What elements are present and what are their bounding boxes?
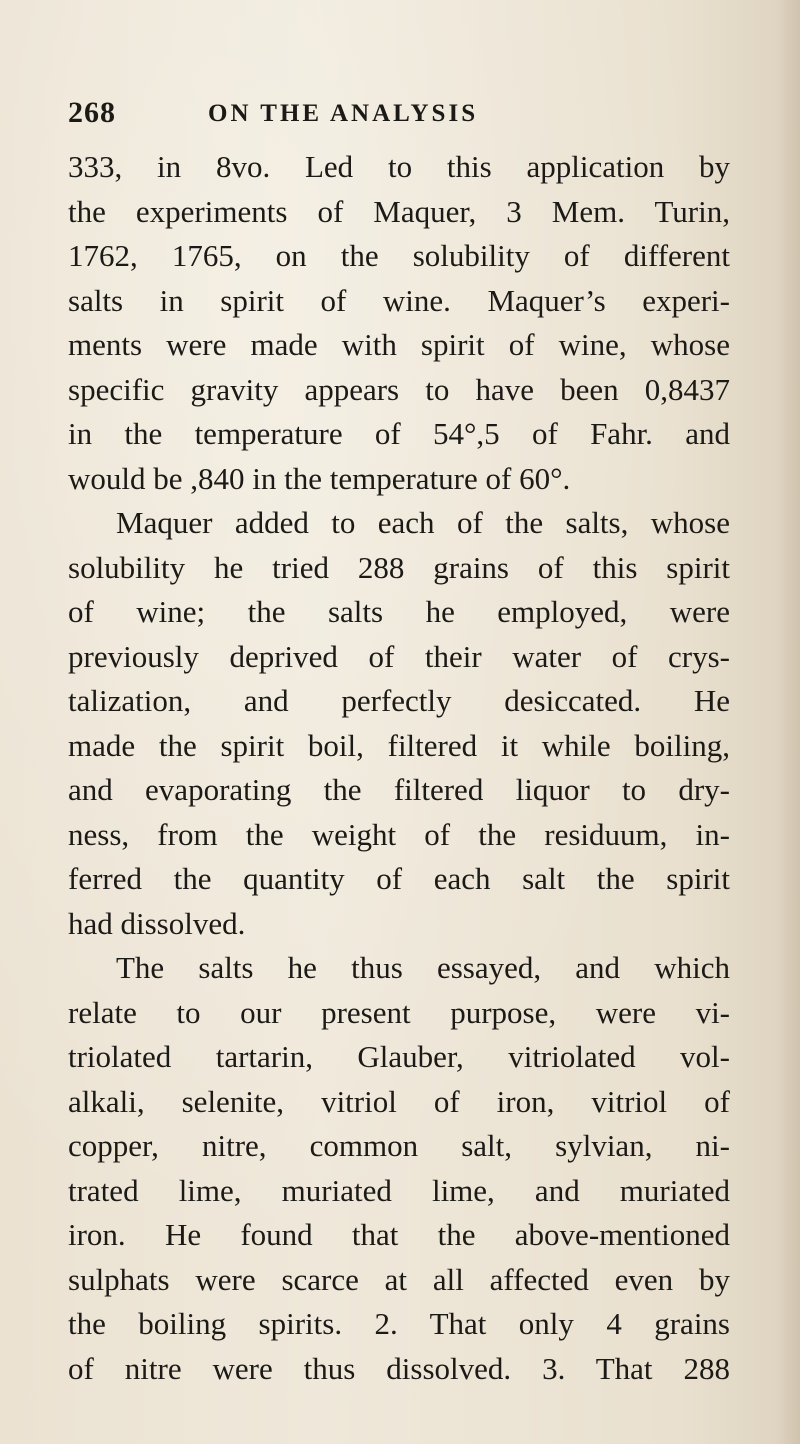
text-line: of nitre were thus dissolved. 3. That 288 bbox=[68, 1350, 730, 1386]
paragraph bbox=[68, 145, 730, 501]
text-line: would be ,840 in the temperature of 60°. bbox=[68, 460, 571, 496]
text-line: iron. He found that the above-mentioned bbox=[68, 1217, 730, 1252]
page-number: 268 bbox=[68, 96, 116, 129]
text-line: the experiments of Maquer, 3 Mem. Turin, bbox=[68, 193, 730, 229]
text-line: triolated tartarin, Glauber, vitriolated vol- bbox=[68, 1039, 730, 1074]
text-line: made the spirit boil, filtered it while boiling, bbox=[68, 727, 730, 763]
page-edge-shadow bbox=[776, 0, 800, 1444]
text-line: specific gravity appears to have been 0,8437 bbox=[68, 371, 730, 407]
text-line: copper, nitre, common salt, sylvian, ni- bbox=[68, 1128, 730, 1163]
text-line: ferred the quantity of each salt the spirit bbox=[68, 861, 730, 896]
text-line: 1762, 1765, on the solubility of different bbox=[68, 238, 730, 273]
text-line: ments were made with spirit of wine, whose bbox=[68, 327, 730, 362]
paragraph bbox=[68, 946, 730, 1391]
text-line: and evaporating the filtered liquor to dry- bbox=[68, 772, 730, 807]
running-head: ON THE ANALYSIS bbox=[208, 100, 479, 127]
text-line: in the temperature of 54°,5 of Fahr. and bbox=[68, 416, 730, 451]
text-line: salts in spirit of wine. Maquer’s experi- bbox=[68, 282, 730, 318]
paragraph bbox=[68, 501, 730, 946]
text-line: ness, from the weight of the residuum, in- bbox=[68, 816, 730, 852]
body-text bbox=[68, 145, 730, 1391]
text-line: talization, and perfectly desiccated. He bbox=[68, 683, 730, 718]
text-line: solubility he tried 288 grains of this spirit bbox=[68, 549, 730, 585]
text-line: trated lime, muriated lime, and muriated bbox=[68, 1172, 730, 1208]
text-line: The salts he thus essayed, and which bbox=[116, 950, 730, 985]
page-header bbox=[68, 96, 728, 136]
text-line: the boiling spirits. 2. That only 4 grains bbox=[68, 1306, 730, 1341]
text-line: of wine; the salts he employed, were bbox=[68, 594, 730, 629]
text-line: had dissolved. bbox=[68, 905, 246, 941]
text-line: 333, in 8vo. Led to this application by bbox=[68, 149, 730, 184]
text-line: relate to our present purpose, were vi- bbox=[68, 994, 730, 1030]
text-line: previously deprived of their water of crys- bbox=[68, 638, 730, 674]
text-line: Maquer added to each of the salts, whose bbox=[116, 505, 730, 540]
text-line: sulphats were scarce at all affected even by bbox=[68, 1261, 730, 1297]
text-line: alkali, selenite, vitriol of iron, vitriol of bbox=[68, 1083, 730, 1119]
